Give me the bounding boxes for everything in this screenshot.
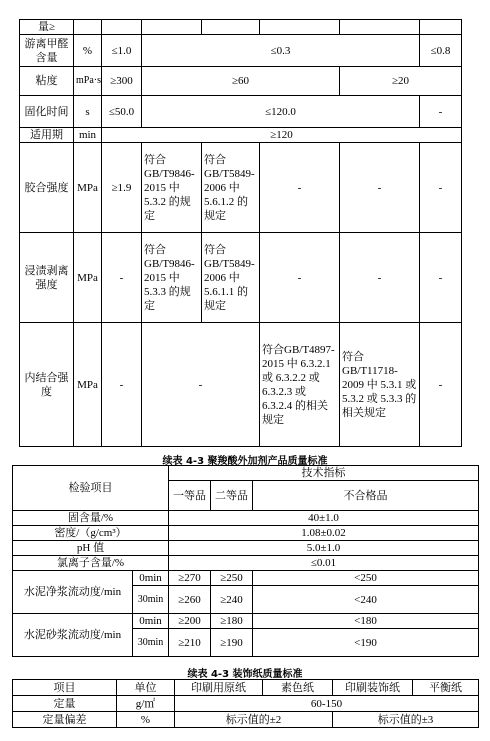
value-cell: ≥120	[102, 128, 462, 143]
value-cell: -	[260, 143, 340, 233]
row-value: 40±1.0	[169, 511, 479, 526]
value-cell: -	[420, 143, 462, 233]
row-label: 密度/（g/cm³）	[13, 526, 169, 541]
property-label: 量≥	[20, 20, 74, 35]
time-cell: 0min	[133, 614, 169, 629]
header-grade-2: 二等品	[211, 481, 253, 511]
table-row	[20, 96, 462, 128]
table-row	[20, 35, 462, 67]
table-row	[13, 526, 479, 541]
row-label: 固含量/%	[13, 511, 169, 526]
value-cell: -	[420, 233, 462, 323]
property-label: 适用期	[20, 128, 74, 143]
row-label: 水泥砂浆流动度/min	[13, 614, 133, 657]
value-cell: <180	[253, 614, 479, 629]
table-row	[20, 323, 462, 447]
value-cell: 标示值的±2	[175, 712, 333, 728]
table-caption: 续表 4-3 聚羧酸外加剂产品质量标准	[162, 456, 328, 467]
value-cell: ≥180	[211, 614, 253, 629]
value-cell: -	[340, 143, 420, 233]
value-cell: <250	[253, 571, 479, 586]
value-cell: ≥300	[102, 67, 142, 96]
value-cell: ≥200	[169, 614, 211, 629]
table-row	[13, 614, 479, 629]
value-cell: ≥260	[169, 586, 211, 614]
time-cell: 0min	[133, 571, 169, 586]
unit-cell: %	[74, 35, 102, 67]
quality-table-2	[12, 465, 479, 657]
value-cell: 符合GB/T11718-2009 中 5.3.1 或 5.3.2 或 5.3.3 的相关规定	[340, 323, 420, 447]
property-label: 固化时间	[20, 96, 74, 128]
value-cell: 符合GB/T5849-2006 中 5.6.1.1 的规定	[202, 233, 260, 323]
unit-cell: g/㎡	[117, 696, 175, 712]
row-value: 1.08±0.02	[169, 526, 479, 541]
row-value: 5.0±1.0	[169, 541, 479, 556]
row-label: pH 值	[13, 541, 169, 556]
row-label: 氯离子含量/%	[13, 556, 169, 571]
table-row	[20, 233, 462, 323]
value-cell: ≤50.0	[102, 96, 142, 128]
table-caption: 续表 4-3 装饰纸质量标准	[187, 669, 303, 680]
property-label: 内结合强度	[20, 323, 74, 447]
value-cell: ≤1.0	[102, 35, 142, 67]
value-cell: -	[142, 323, 260, 447]
value-cell: ≥250	[211, 571, 253, 586]
property-label: 游离甲醛含量	[20, 35, 74, 67]
value-cell: <190	[253, 629, 479, 657]
property-label: 胶合强度	[20, 143, 74, 233]
value-cell: ≥1.9	[102, 143, 142, 233]
table-row	[13, 466, 479, 481]
row-label: 定量偏差	[13, 712, 117, 728]
time-cell: 30min	[133, 629, 169, 657]
header-tech: 技术指标	[169, 466, 479, 481]
time-cell: 30min	[133, 586, 169, 614]
table-row	[13, 571, 479, 586]
row-value: ≤0.01	[169, 556, 479, 571]
quality-table-1	[19, 19, 462, 447]
unit-cell: min	[74, 128, 102, 143]
header-item: 检验项目	[13, 466, 169, 511]
property-label: 浸渍剥离强度	[20, 233, 74, 323]
value-cell: -	[340, 233, 420, 323]
table-row	[20, 20, 462, 35]
value-cell: -	[420, 323, 462, 447]
unit-cell: %	[117, 712, 175, 728]
header-fail: 不合格品	[253, 481, 479, 511]
unit-cell: s	[74, 96, 102, 128]
value-cell: ≥20	[340, 67, 462, 96]
unit-cell: mPa·s	[74, 67, 102, 96]
header-grade-1: 一等品	[169, 481, 211, 511]
value-cell: ≤0.3	[142, 35, 420, 67]
value-cell: -	[260, 233, 340, 323]
value-cell: 符合GB/T9846-2015 中 5.3.2 的规定	[142, 143, 202, 233]
value-cell: -	[420, 96, 462, 128]
value-cell: 符合GB/T9846-2015 中 5.3.3 的规定	[142, 233, 202, 323]
unit-cell: MPa	[74, 233, 102, 323]
table-row	[20, 67, 462, 96]
table-row	[13, 696, 479, 712]
value-cell: 符合GB/T4897-2015 中 6.3.2.1 或 6.3.2.2 或 6.3.2.3 或 6.3.2.4 的相关规定	[260, 323, 340, 447]
header-cell: 印刷装饰纸	[333, 680, 413, 696]
table-row	[20, 128, 462, 143]
table-row	[13, 712, 479, 728]
value-cell: 标示值的±3	[333, 712, 479, 728]
unit-cell: MPa	[74, 323, 102, 447]
value-cell: ≥60	[142, 67, 340, 96]
quality-table-3	[12, 679, 479, 728]
value-cell: ≤120.0	[142, 96, 420, 128]
table-row	[13, 541, 479, 556]
value-cell: -	[102, 323, 142, 447]
table-row	[13, 556, 479, 571]
header-cell: 项目	[13, 680, 117, 696]
header-cell: 平衡纸	[413, 680, 479, 696]
value-cell: ≥210	[169, 629, 211, 657]
value-cell: <240	[253, 586, 479, 614]
row-label: 水泥净浆流动度/min	[13, 571, 133, 614]
table-row	[20, 143, 462, 233]
value-cell: ≤0.8	[420, 35, 462, 67]
unit-cell: MPa	[74, 143, 102, 233]
header-cell: 单位	[117, 680, 175, 696]
value-cell: ≥190	[211, 629, 253, 657]
value-cell: 60-150	[175, 696, 479, 712]
table-row	[13, 680, 479, 696]
header-cell: 印刷用原纸	[175, 680, 263, 696]
row-label: 定量	[13, 696, 117, 712]
table-row	[13, 511, 479, 526]
value-cell: ≥240	[211, 586, 253, 614]
property-label: 粘度	[20, 67, 74, 96]
value-cell: ≥270	[169, 571, 211, 586]
header-cell: 素色纸	[263, 680, 333, 696]
value-cell: 符合GB/T5849-2006 中 5.6.1.2 的规定	[202, 143, 260, 233]
value-cell: -	[102, 233, 142, 323]
